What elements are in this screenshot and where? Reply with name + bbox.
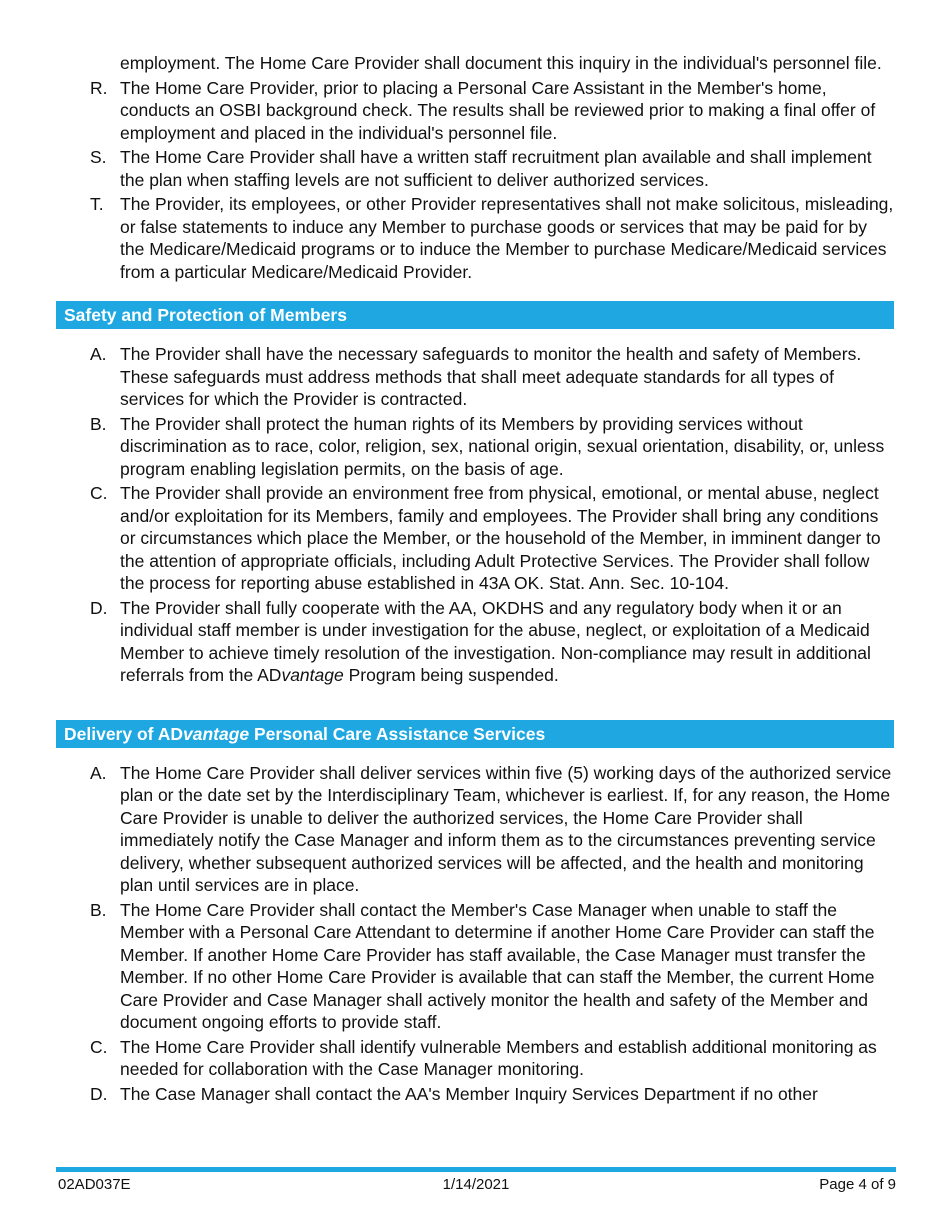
list-item-text: The Provider, its employees, or other Provider representatives shall not make solicitous, misleading, or false statements to induce any Member to purchase goods or services that may be paid for by the Medicare/Medicaid programs or to induce the Member to purchase Medicare/Medicaid services from a particular Medicare/Medicaid Provider. — [120, 194, 894, 282]
section-heading-delivery — [56, 720, 894, 748]
delivery-list — [56, 762, 894, 1106]
top-list — [56, 77, 894, 284]
heading-segment: Personal Care Assistance Services — [249, 723, 546, 744]
safety-item-d — [56, 597, 894, 687]
list-item-text: The Provider shall protect the human rights of its Members by providing services without discrimination as to race, color, religion, sex, national origin, sexual orientation, disability, or, unless program enabling legislation permits, on the basis of age. — [120, 413, 885, 479]
list-marker: D. — [90, 1083, 108, 1104]
delivery-item-a — [56, 762, 894, 897]
list-item-text — [120, 598, 871, 686]
list-marker: B. — [90, 899, 107, 920]
list-marker: D. — [90, 597, 108, 618]
list-marker: R. — [90, 77, 108, 98]
footer-doc-id: 02AD037E — [58, 1176, 131, 1193]
text-segment: Program being suspended. — [343, 665, 559, 685]
list-item-text: The Home Care Provider shall deliver services within five (5) working days of the authorized service plan or the date set by the Interdisciplinary Team, whichever is earliest. If, for any reason, the Home Care Provider is unable to deliver the authorized services, the Home Care Provider shall immediately notify the Case Manager and inform them as to the circumstances preventing service delivery, whether subsequent authorized services will be affected, and the health and monitoring plan until services are in place. — [120, 762, 892, 895]
list-marker: A. — [90, 762, 107, 783]
list-item-s — [56, 146, 894, 191]
list-item-text: The Provider shall have the necessary safeguards to monitor the health and safety of Members. These safeguards must address methods that shall meet adequate standards for all types of services for which the Provider is contracted. — [120, 344, 862, 409]
list-item-r — [56, 77, 894, 145]
footer-divider — [56, 1167, 896, 1172]
list-item-text: The Case Manager shall contact the AA's Member Inquiry Services Department if no other — [120, 1083, 818, 1104]
delivery-item-c — [56, 1036, 894, 1081]
delivery-item-b — [56, 899, 894, 1034]
list-item-t — [56, 193, 894, 283]
list-marker: C. — [90, 483, 108, 503]
document-page — [56, 0, 894, 1107]
list-item-text: The Home Care Provider shall contact the Member's Case Manager when unable to staff the Member with a Personal Care Attendant to determine if another Home Care Provider can staff the Member. If another Home Care Provider has staff available, the Case Manager must transfer the Member. If no other Home Care Provider is available that can staff the Member, the current Home Care Provider and Case Manager shall actively monitor the health and safety of the Member and document ongoing efforts to provide staff. — [120, 899, 875, 1032]
safety-item-b — [56, 413, 894, 481]
footer-date: 1/14/2021 — [442, 1176, 510, 1193]
list-item-text: The Home Care Provider shall identify vulnerable Members and establish additional monitoring as needed for collaboration with the Case Manager monitoring. — [120, 1036, 877, 1079]
list-item-text: The Provider shall provide an environment free from physical, emotional, or mental abuse, neglect and/or exploitation for its Members, family and employees. The Provider shall bring any conditions or circumstances which place the Member, or the household of the Member, in imminent danger to the attention of appropriate officials, including Adult Protective Services. The Provider shall follow the process for reporting abuse established in 43A OK. Stat. Ann. Sec. 10-104. — [120, 483, 881, 593]
italic-brand-text: vantage — [281, 665, 344, 685]
safety-item-c — [56, 482, 894, 595]
section-heading-safety: Safety and Protection of Members — [56, 301, 894, 329]
list-marker: C. — [90, 1036, 108, 1057]
list-marker: T. — [90, 194, 104, 214]
safety-item-a — [56, 343, 894, 411]
footer-page-number: Page 4 of 9 — [819, 1176, 896, 1193]
text-segment: The Provider shall fully cooperate with the AA, OKDHS and any regulatory body when it or an individual staff member is under investigation for the abuse, neglect, or exploitation of a Medicaid Member to achieve timely resolution of the investigation. Non-compliance may result in additional referrals from the AD — [120, 597, 871, 685]
italic-brand-text: vantage — [182, 723, 250, 744]
list-marker: B. — [90, 413, 107, 434]
list-item-text: The Home Care Provider, prior to placing a Personal Care Assistant in the Member's home, conducts an OSBI background check. The results shall be reviewed prior to making a final offer of employment and placed in the individual's personnel file. — [120, 77, 876, 143]
continuation-paragraph: employment. The Home Care Provider shall document this inquiry in the individual's personnel file. — [120, 53, 882, 73]
list-marker: S. — [90, 147, 107, 167]
heading-segment: Delivery of AD — [64, 723, 183, 744]
safety-list — [56, 343, 894, 687]
list-item-text: The Home Care Provider shall have a written staff recruitment plan available and shall implement the plan when staffing levels are not sufficient to deliver authorized services. — [120, 147, 872, 190]
list-marker: A. — [90, 344, 107, 364]
delivery-item-d — [56, 1083, 894, 1106]
